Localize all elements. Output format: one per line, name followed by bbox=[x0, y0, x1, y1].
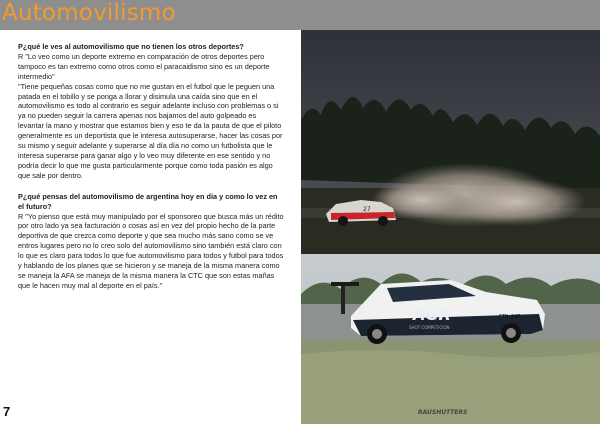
photographer-watermark: RAUSHUTTERS bbox=[418, 409, 468, 416]
answer-2: R "Yo pienso que está muy manipulado por el sponsoreo que busca más un rédito por otro lado ya sea facturación o cosas así en vez del propio hecho de la parte deportiva de que crezca como deporte y que sea mucho más sano como se ve entros lugares pero no lo creo solo del automovilismo sino también está claro con lo que es claro para todos lo que fue automovilismo para todos y futbol para todos y hablando de los planes que se hicieron y se maneja de la misma manera como se maneja la AFA se maneja de la misma manera la CTC que son estas mañas que le hacen muy mal al deporte en el país." bbox=[18, 211, 284, 290]
photo-drift-smoke bbox=[301, 30, 600, 254]
drift-car-number: 27 bbox=[363, 206, 371, 213]
car-tagline: SHOT COMPETICION bbox=[409, 325, 450, 330]
question-2: P¿qué pensas del automovilismo de argentina hoy en día y como lo vez en el futuro? bbox=[18, 191, 278, 211]
photo-race-car bbox=[301, 254, 600, 424]
answer-1-paragraph-1: R "Lo veo como un deporte extremo en comparación de otros deportes pero tampoco es tan extremo como otros como el paracaidismo sino es un deporte intermedio" bbox=[18, 51, 270, 81]
article-text bbox=[18, 42, 284, 291]
section-title: Automovilismo bbox=[2, 0, 176, 26]
license-plate: FTN 247 bbox=[499, 314, 521, 320]
question-1: P¿qué le ves al automovilismo que no tienen los otros deportes? bbox=[18, 42, 244, 51]
section-header bbox=[0, 0, 600, 30]
answer-1-paragraph-2: "Tiene pequeñas cosas como que no me gustan en el futbol que le peguen una patada en el tobillo y se ponga a llorar y disimula una caída sino que en el automovilismo es todo al contrario es seguir adelante incluso con problemas o si ya no pueden seguir la carrera apenas nos bajamos del auto golpeado es levantar la mano y mostrar que estamos bien y eso te da la pauta de que el piloto generalmente es un deportista que le interesa autosuperarse, hacer las cosas por su mismo y seguir adelante y superarse al día día no como un futbolista que le interesa superarse para ganar algo y lo veo muy diferente en ese sentido y no podría decir lo que me gusta particularmente porque como toda pasión es algo que sale por dentro. bbox=[18, 81, 283, 180]
page-number-left: 7 bbox=[3, 404, 11, 419]
car-brand-logo: AGR bbox=[413, 305, 451, 324]
